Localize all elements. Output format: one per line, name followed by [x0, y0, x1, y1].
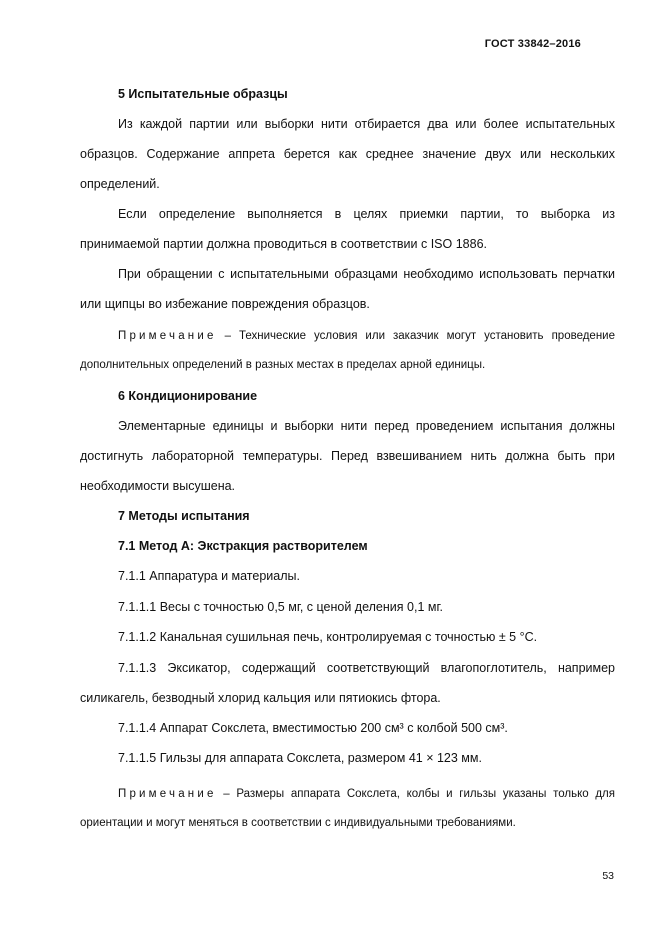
section-5-note [80, 322, 615, 380]
note-text: – Размеры аппарата Сокслета, колбы и гильзы указаны только для ориентации и могут меняться в соответствии с индивидуальными требованиями. [80, 787, 615, 829]
item-7-1-1-4: 7.1.1.4 Аппарат Сокслета, вместимостью 200 см³ с колбой 500 см³. [118, 720, 508, 735]
page-number: 53 [602, 870, 614, 882]
section-5-paragraph-2: Если определение выполняется в целях приемки партии, то выборка из принимаемой партии должна проводиться в соответствии с ISO 1886. [80, 207, 615, 251]
item-7-1-1: 7.1.1 Аппаратура и материалы. [118, 569, 300, 583]
section-5-paragraph-1: Из каждой партии или выборки нити отбирается два или более испытательных образцов. Содержание аппрета берется как среднее значение двух или нескольких определений. [80, 117, 615, 191]
section-6-paragraph-1: Элементарные единицы и выборки нити перед проведением испытания должны достигнуть лабораторной температуры. Перед взвешиванием нить должна быть при необходимости высушена. [80, 419, 615, 493]
note-text: – Технические условия или заказчик могут установить проведение дополнительных определений в разных местах в пределах арной единицы. [80, 330, 615, 371]
item-7-1-1-2: 7.1.1.2 Канальная сушильная печь, контролируемая с точностью ± 5 °С. [118, 630, 538, 644]
section-5-heading: 5 Испытательные образцы [118, 87, 288, 101]
section-7-note [80, 780, 615, 838]
section-7-1-heading: 7.1 Метод А: Экстракция растворителем [118, 539, 368, 553]
note-label: Примечание [118, 330, 217, 342]
item-7-1-1-3: 7.1.1.3 Эксикатор, содержащий соответствующий влагопоглотитель, например силикагель, безводный хлорид кальция или пятиокись фтора. [80, 660, 615, 705]
page-content [80, 79, 615, 839]
standard-header: ГОСТ 33842–2016 [484, 38, 581, 50]
section-5-paragraph-3: При обращении с испытательными образцами необходимо использовать перчатки или щипцы во избежание повреждения образцов. [80, 267, 615, 311]
item-7-1-1-5: 7.1.1.5 Гильзы для аппарата Сокслета, размером 41 × 123 мм. [118, 751, 482, 765]
section-6-heading: 6 Кондиционирование [118, 389, 258, 403]
note-label: Примечание [118, 787, 217, 800]
item-7-1-1-1: 7.1.1.1 Весы с точностью 0,5 мг, с ценой деления 0,1 мг. [118, 599, 443, 614]
section-7-heading: 7 Методы испытания [118, 509, 250, 523]
